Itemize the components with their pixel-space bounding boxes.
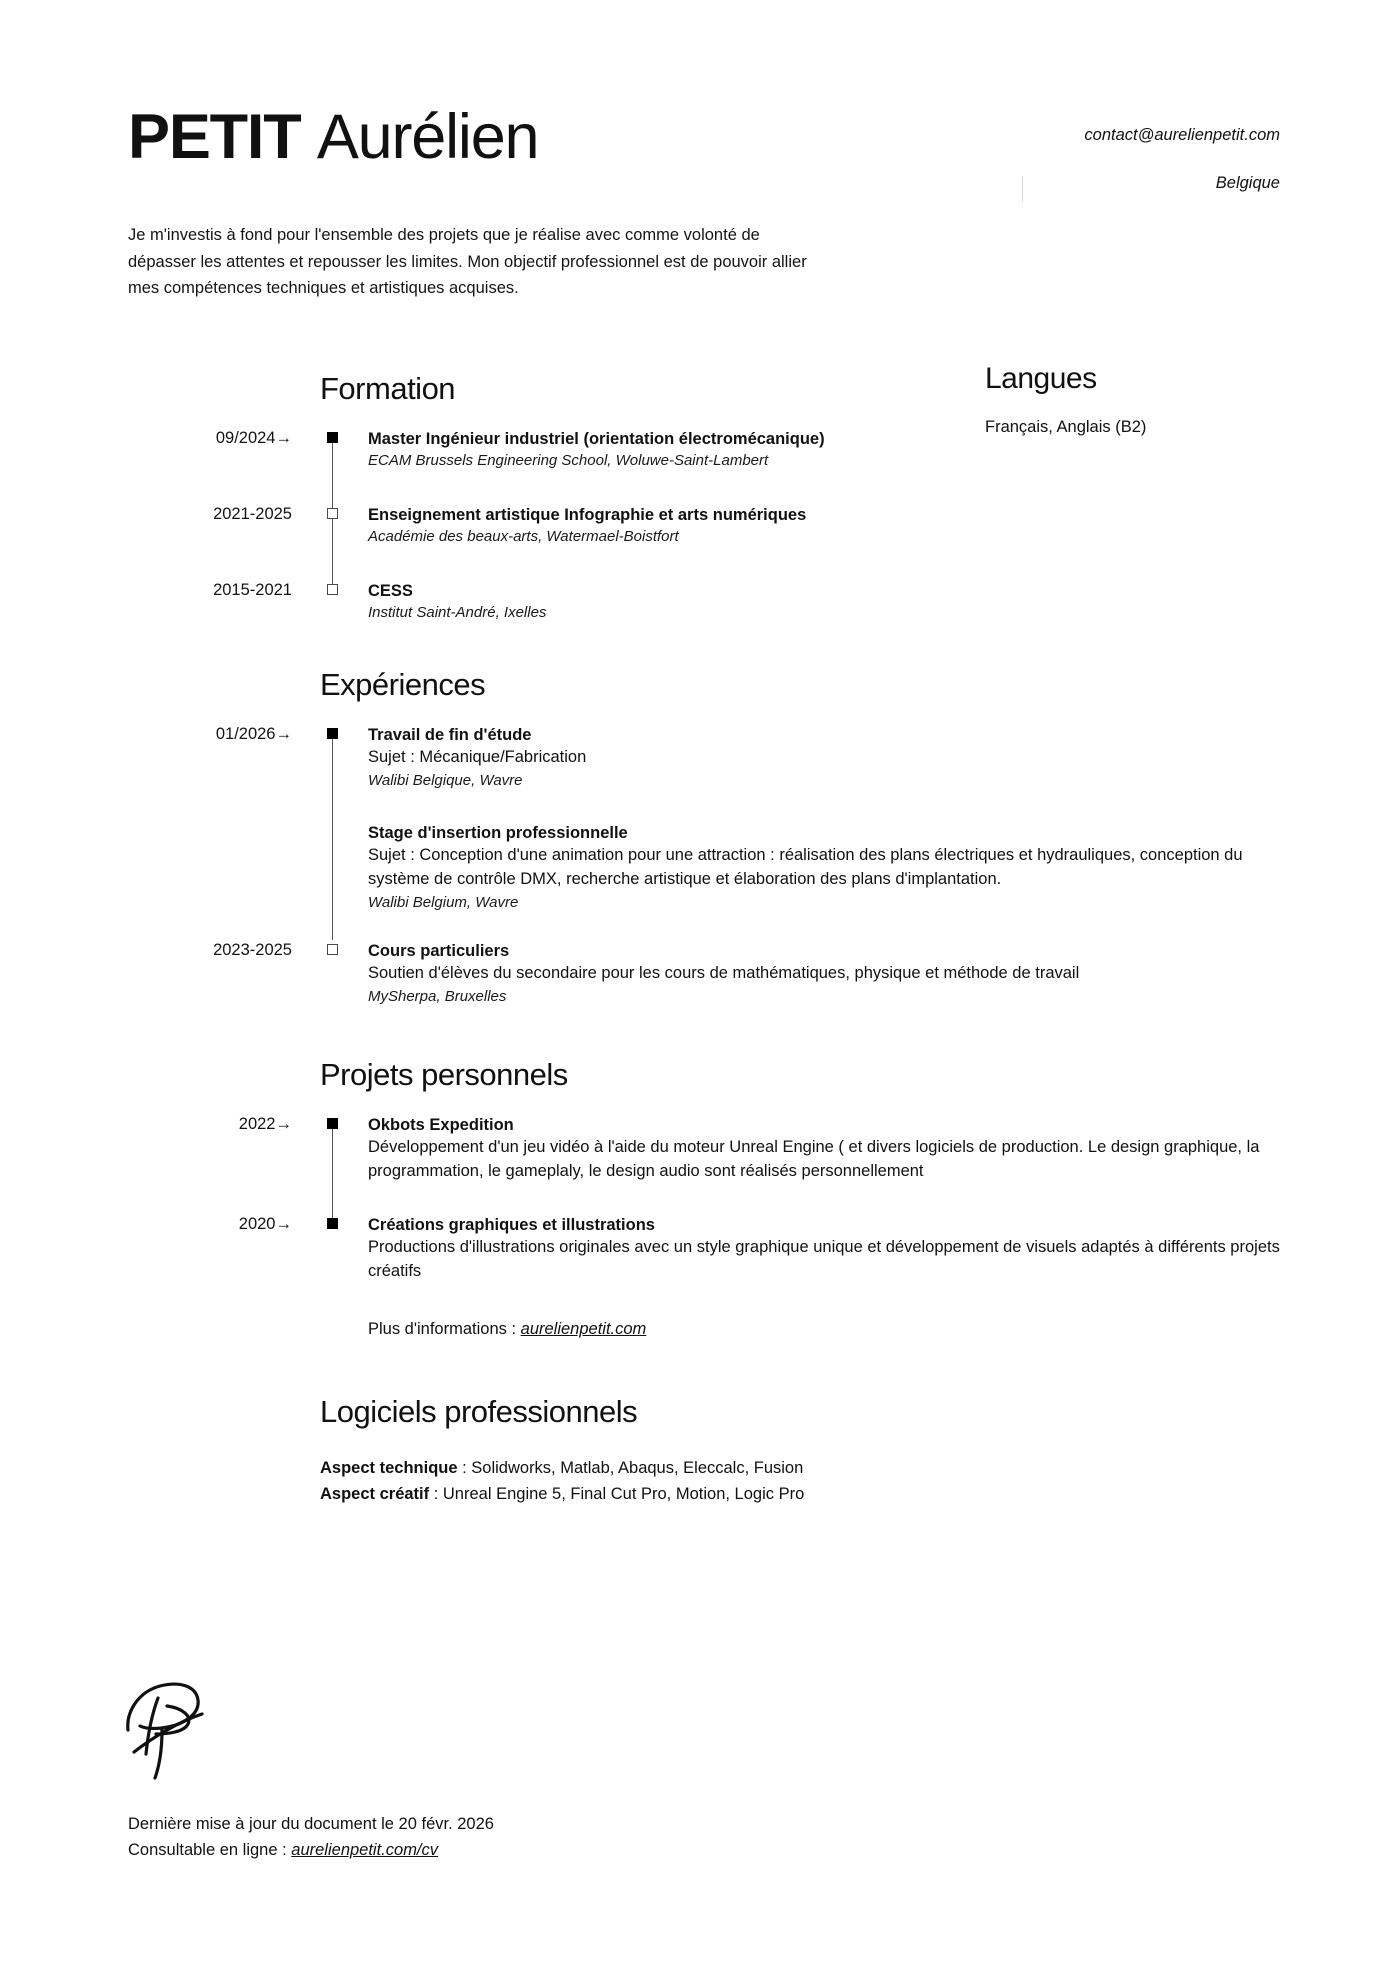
document-footer	[128, 1812, 494, 1863]
timeline-marker-hollow-icon	[327, 508, 338, 519]
entry-place: ECAM Brussels Engineering School, Woluwe-Saint-Lambert	[368, 452, 769, 470]
entry-place: Walibi Belgique, Wavre	[368, 772, 523, 790]
entry-title: Enseignement artistique Infographie et arts numériques	[368, 506, 807, 525]
entry-title: Master Ingénieur industriel (orientation électromécanique)	[368, 430, 825, 449]
section-title-formation: Formation	[320, 371, 456, 406]
timeline-marker-hollow-icon	[327, 944, 338, 955]
experiences-entries	[213, 724, 1268, 1008]
signature-icon	[122, 1672, 252, 1792]
entry-description: Sujet : Mécanique/Fabrication	[368, 748, 587, 767]
formation-entry	[213, 504, 825, 548]
entry-place: Académie des beaux-arts, Watermael-Boistfort	[368, 528, 679, 546]
entry-description: Développement d'un jeu vidéo à l'aide du moteur Unreal Engine ( et divers logiciels de production. Le design graphique, la programmation, le gameplaly, le design audio sont réalisés personnellement	[368, 1138, 1260, 1181]
entry-date: 09/2024→	[215, 429, 292, 448]
contact-email[interactable]: contact@aurelienpetit.com	[1084, 126, 1280, 144]
entry-date: 2022→	[238, 1115, 292, 1134]
portfolio-link[interactable]: aurelienpetit.com	[520, 1320, 647, 1339]
entry-title: CESS	[368, 582, 413, 601]
section-langues	[985, 362, 1325, 440]
entry-description: Productions d'illustrations originales avec un style graphique unique et développement de visuels adaptés à différents projets créatifs	[368, 1238, 1280, 1281]
entry-date: 01/2026→	[215, 725, 292, 744]
timeline-marker-filled-icon	[327, 1218, 338, 1229]
section-projets	[238, 1057, 1333, 1342]
section-title-logiciels: Logiciels professionnels	[320, 1394, 638, 1429]
projet-entry	[238, 1214, 1298, 1284]
entry-date: 2020→	[238, 1215, 292, 1234]
decorative-tick	[1022, 176, 1023, 202]
contact-country: Belgique	[1215, 174, 1280, 193]
formation-entry	[213, 580, 825, 624]
cv-online-link[interactable]: aurelienpetit.com/cv	[291, 1840, 439, 1859]
section-title-langues: Langues	[985, 362, 1097, 395]
section-logiciels	[320, 1395, 804, 1508]
profile-summary	[128, 222, 808, 302]
entry-date: 2023-2025	[213, 940, 292, 959]
entry-place: Institut Saint-André, Ixelles	[368, 604, 547, 622]
online-label: Consultable en ligne :	[128, 1840, 292, 1859]
cv-header	[128, 102, 1280, 193]
last-updated-text: Dernière mise à jour du document le 20 févr. 2026	[128, 1815, 494, 1833]
more-info-label: Plus d'informations :	[368, 1320, 521, 1339]
timeline-marker-filled-icon	[327, 432, 338, 443]
langues-list: Français, Anglais (B2)	[985, 418, 1147, 436]
online-line	[128, 1838, 494, 1864]
entry-title: Stage d'insertion professionnelle	[368, 824, 628, 843]
entry-date: 2015-2021	[213, 581, 292, 600]
logiciels-creatif-label: Aspect créatif	[320, 1485, 430, 1504]
timeline-marker-filled-icon	[327, 728, 338, 739]
projets-entries	[238, 1114, 1333, 1342]
experience-entry	[320, 822, 1268, 914]
timeline-marker-hollow-icon	[327, 584, 338, 595]
logiciels-technique-value: : Solidworks, Matlab, Abaqus, Eleccalc, Fusion	[457, 1459, 804, 1478]
entry-title: Travail de fin d'étude	[368, 726, 532, 745]
entry-title: Créations graphiques et illustrations	[368, 1216, 655, 1235]
logiciels-technique-line	[320, 1455, 804, 1481]
entry-date: 2021-2025	[213, 505, 292, 524]
projet-entry	[238, 1114, 1333, 1184]
section-title-experiences: Expériences	[320, 667, 486, 702]
logiciels-list	[320, 1455, 804, 1508]
section-title-projets: Projets personnels	[320, 1057, 568, 1092]
contact-block	[1084, 124, 1280, 195]
profile-summary-text: Je m'investis à fond pour l'ensemble des projets que je réalise avec comme volonté de dépasser les attentes et repousser les limites. Mon objectif professionnel est de pouvoir allier mes compétences techniques et artistiques acquises.	[128, 226, 807, 298]
section-experiences	[213, 667, 1268, 1008]
timeline-marker-filled-icon	[327, 1118, 338, 1129]
entry-description: Sujet : Conception d'une animation pour une attraction : réalisation des plans électriques et hydrauliques, conception du système de contrôle DMX, recherche artistique et élaboration des plans d'implantation.	[368, 846, 1243, 889]
experience-entry	[215, 724, 1268, 792]
surname-text: PETIT	[128, 102, 301, 172]
experience-entry	[213, 940, 1268, 1008]
given-name-text: Aurélien	[316, 102, 539, 172]
section-formation	[213, 371, 825, 624]
entry-description: Soutien d'élèves du secondaire pour les cours de mathématiques, physique et méthode de travail	[368, 964, 1080, 983]
entry-title: Okbots Expedition	[368, 1116, 514, 1135]
entry-title: Cours particuliers	[368, 941, 510, 960]
logiciels-creatif-value: : Unreal Engine 5, Final Cut Pro, Motion, Logic Pro	[429, 1485, 805, 1504]
formation-entry	[215, 428, 825, 472]
entry-place: MySherpa, Bruxelles	[368, 988, 507, 1006]
logiciels-creatif-line	[320, 1481, 804, 1507]
logiciels-technique-label: Aspect technique	[320, 1459, 458, 1478]
more-info-line	[320, 1318, 1333, 1342]
entry-place: Walibi Belgium, Wavre	[368, 894, 519, 912]
formation-entries	[213, 428, 825, 624]
